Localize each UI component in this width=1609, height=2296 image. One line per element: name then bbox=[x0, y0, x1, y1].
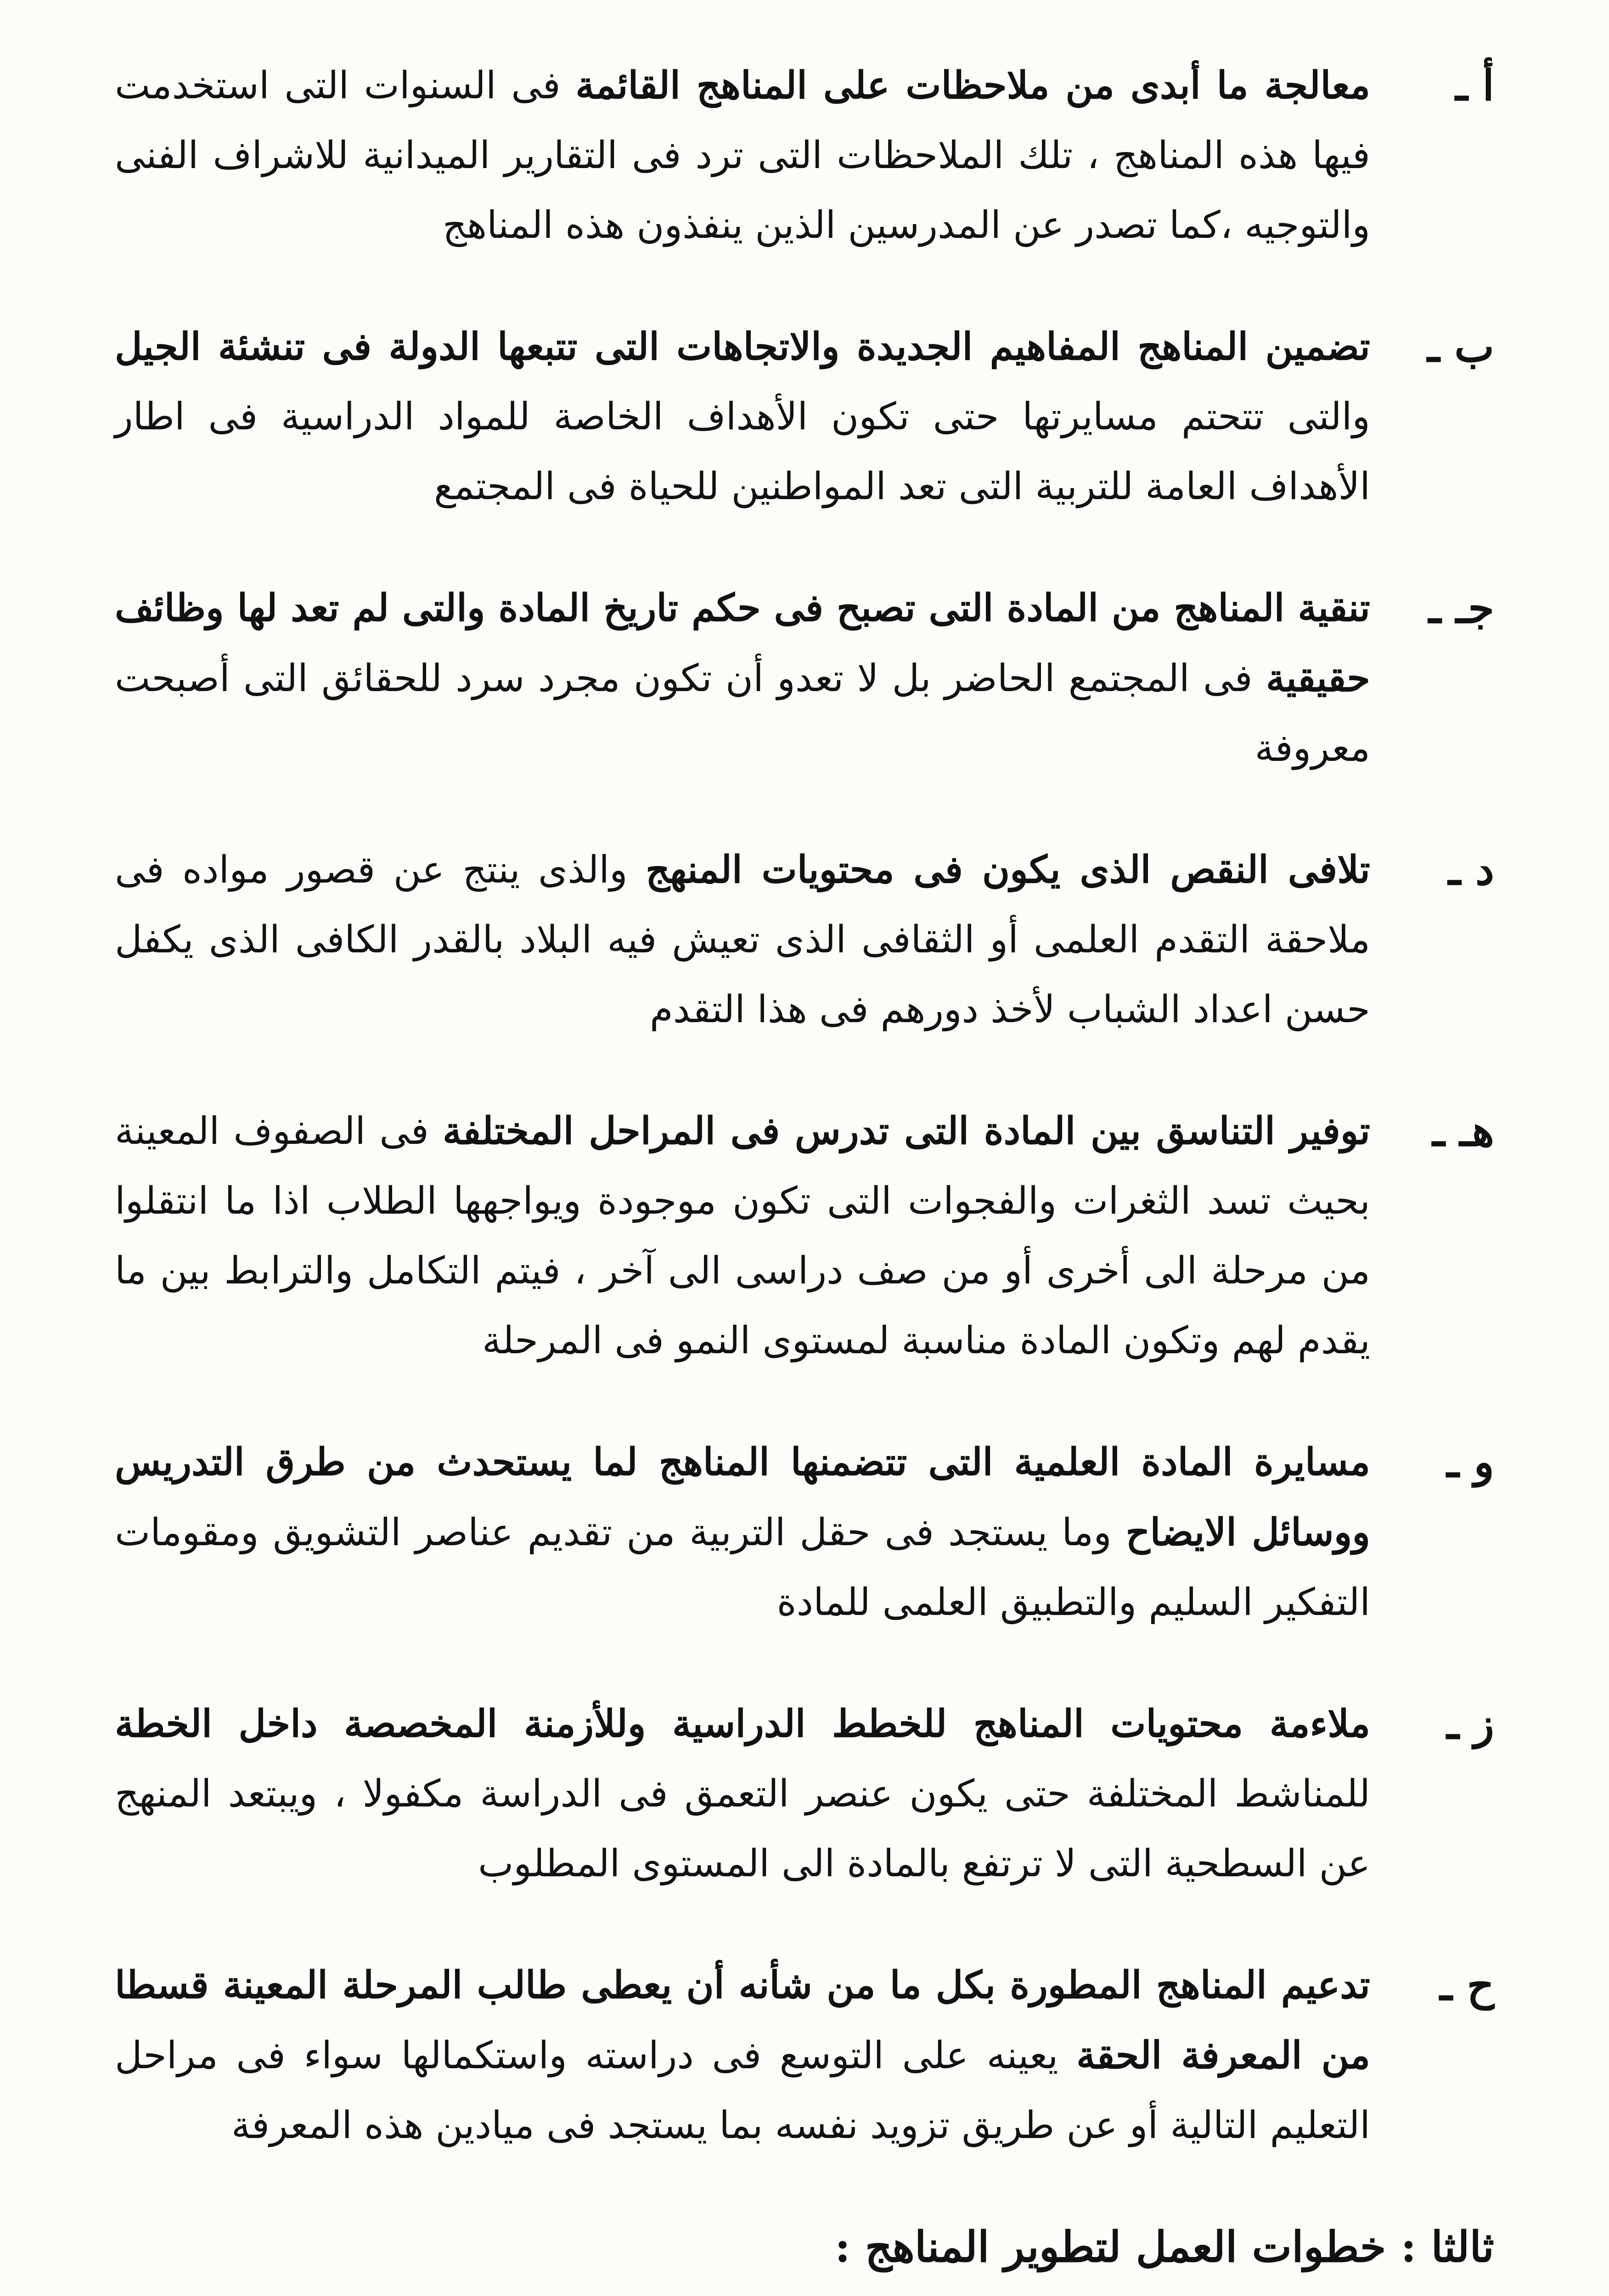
list-item bbox=[115, 1096, 1494, 1376]
item-body-text: يعينه على التوسع فى دراسته واستكمالها سواء فى مراحل التعليم التالية أو عن طريق تزويد نفسه بما يستجد فى ميادين هذه المعرفة bbox=[115, 2034, 1370, 2147]
item-marker: و ـ bbox=[1446, 1437, 1494, 1487]
item-bold-text: تلافى النقص الذى يكون فى محتويات المنهج bbox=[646, 848, 1370, 892]
item-text bbox=[115, 1096, 1370, 1376]
item-text bbox=[115, 1950, 1370, 2161]
item-marker: أ ـ bbox=[1455, 61, 1494, 110]
item-bold-text: تضمين المناهج المفاهيم الجديدة والاتجاهات التى تتبعها الدولة فى تنشئة الجيل bbox=[115, 325, 1370, 369]
item-text bbox=[115, 51, 1370, 260]
item-text bbox=[115, 835, 1370, 1045]
list-item bbox=[115, 573, 1494, 783]
item-body-text: والتى تتحتم مسايرتها حتى تكون الأهداف الخاصة للمواد الدراسية فى اطار الأهداف العامة للتربية التى تعد المواطنين للحياة فى المجتمع bbox=[115, 395, 1370, 508]
item-bold-text: ملاءمة محتويات المناهج للخطط الدراسية وللأزمنة المخصصة داخل الخطة bbox=[115, 1702, 1370, 1746]
list-item bbox=[115, 835, 1494, 1045]
item-body-text: فى الصفوف المعينة بحيث تسد الثغرات والفجوات التى تكون موجودة ويواجهها الطلاب اذا ما انتقلوا من مرحلة الى أخرى أو من صف دراسى الى آخر ، فيتم التكامل والترابط بين ما يقدم لهم وتكون المادة مناسبة لمستوى النمو فى المرحلة bbox=[115, 1109, 1371, 1362]
item-marker: د ـ bbox=[1448, 845, 1494, 895]
item-body-text: فى السنوات التى استخدمت فيها هذه المناهج ، تلك الملاحظات التى ترد فى التقارير الميدانية للاشراف الفنى والتوجيه ،كما تصدر عن المدرسين الذين ينفذون هذه المناهج bbox=[115, 64, 1370, 247]
list-item bbox=[115, 1950, 1494, 2161]
item-body-text: فى المجتمع الحاضر بل لا تعدو أن تكون مجرد سرد للحقائق التى أصبحت معروفة bbox=[115, 657, 1370, 770]
list-item bbox=[115, 1689, 1494, 1899]
item-text bbox=[115, 1689, 1370, 1899]
list-item bbox=[115, 51, 1494, 260]
item-text bbox=[115, 1427, 1370, 1638]
item-bold-text: توفير التناسق بين المادة التى تدرس فى المراحل المختلفة bbox=[442, 1109, 1370, 1153]
item-bold-text: تنقية المناهج من المادة التى تصبح فى حكم تاريخ المادة والتى لم تعد لها وظائف حقيقية bbox=[115, 586, 1370, 700]
item-bold-text: مسايرة المادة العلمية التى تتضمنها المناهج لما يستحدث من طرق التدريس ووسائل الايضاح bbox=[115, 1440, 1370, 1554]
item-bold-text: تدعيم المناهج المطورة بكل ما من شأنه أن يعطى طالب المرحلة المعينة قسطا من المعرفة الحقة bbox=[115, 1963, 1371, 2077]
item-text bbox=[115, 573, 1370, 783]
section-heading: ثالثا : خطوات العمل لتطوير المناهج : bbox=[834, 2222, 1494, 2272]
list-item bbox=[115, 1427, 1494, 1638]
item-marker: جـ ـ bbox=[1429, 583, 1494, 633]
list-item bbox=[115, 312, 1494, 522]
item-body-text: وما يستجد فى حقل التربية من تقديم عناصر التشويق ومقومات التفكير السليم والتطبيق العلمى للمادة bbox=[115, 1511, 1370, 1624]
item-body-text: للمناشط المختلفة حتى يكون عنصر التعمق فى الدراسة مكفولا ، ويبتعد المنهج عن السطحية التى لا ترتفع بالمادة الى المستوى المطلوب bbox=[115, 1772, 1370, 1885]
item-marker: هـ ـ bbox=[1432, 1106, 1494, 1156]
item-text bbox=[115, 312, 1370, 522]
item-marker: ب ـ bbox=[1427, 322, 1494, 371]
item-bold-text: معالجة ما أبدى من ملاحظات على المناهج القائمة bbox=[575, 63, 1370, 107]
item-marker: ح ـ bbox=[1440, 1960, 1494, 2010]
item-marker: ز ـ bbox=[1446, 1699, 1494, 1749]
item-body-text: والذى ينتج عن قصور مواده فى ملاحقة التقدم العلمى أو الثقافى الذى تعيش فيه البلاد بالقدر الكافى الذى يكفل حسن اعداد الشباب لأخذ دورهم فى هذا التقدم bbox=[115, 848, 1370, 1031]
